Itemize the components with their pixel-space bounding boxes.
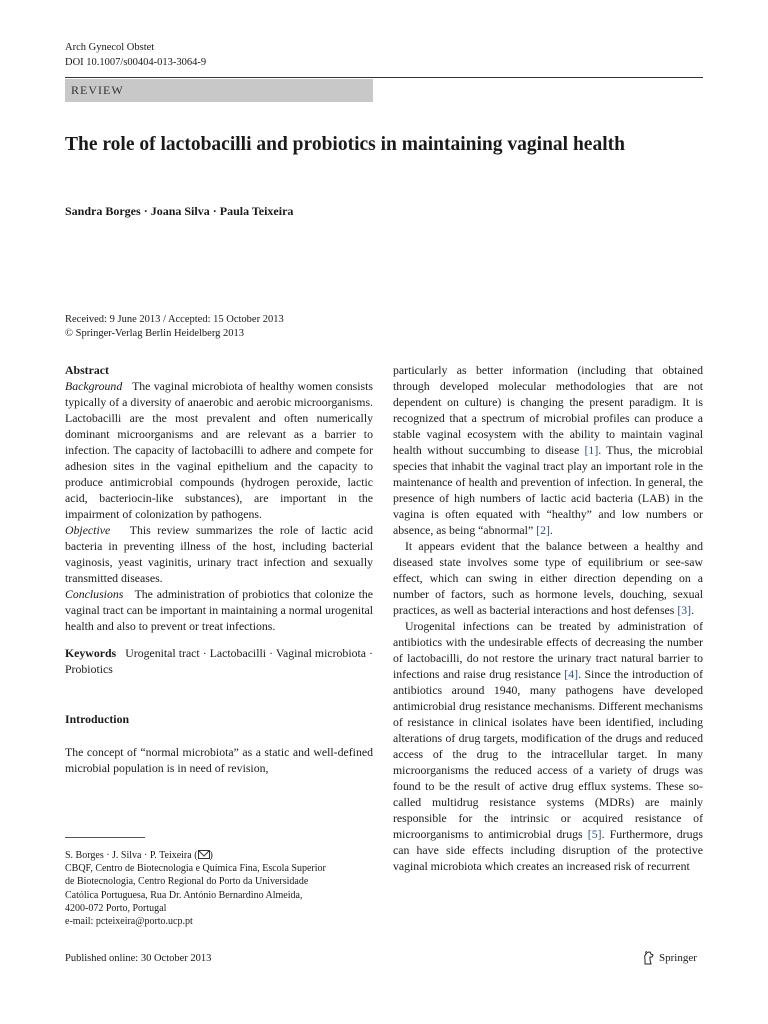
- paragraph-text: .: [691, 603, 695, 617]
- footnote-rule: [65, 837, 145, 838]
- publisher-logo: [642, 951, 697, 965]
- article-dates: [65, 313, 284, 341]
- affiliation-authors: [65, 849, 385, 862]
- author-separator: ·: [212, 204, 217, 218]
- paragraph-text: . Thus, the microbial species that inhabit the vaginal tract play an important role in the maintenance of health and prevention of infection. In general, the presence of high numbers of lactic acid bacteria (LAB) in the vagina is often equated with “healthy” and low numbers or absence, as being “abnormal”: [393, 443, 703, 537]
- paragraph: [393, 362, 703, 538]
- right-column: [393, 362, 703, 874]
- introduction-text: The concept of “normal microbiota” as a static and well-defined microbial population is in need of revision,: [65, 745, 373, 775]
- citation-link[interactable]: [3]: [677, 603, 692, 617]
- author-name: Sandra Borges: [65, 204, 141, 218]
- affiliation-names: S. Borges · J. Silva · P. Teixeira (: [65, 850, 198, 861]
- citation-link[interactable]: [4]: [564, 667, 579, 681]
- abstract-background: [65, 378, 373, 522]
- left-column: [65, 362, 373, 776]
- abstract-heading: Abstract: [65, 363, 109, 377]
- paragraph-text: . Since the introduction of antibiotics around 1940, many pathogens have developed antimicrobial drug resistance mechanisms. Different mechanisms of resistance in clinical isolates have been identified, including alterations of drug targets, modification of the drugs and reduced access of the drug to the intracellular target. In many microorganisms the reduced access of a variety of drugs was found to be the result of active drug efflux systems. These so-called multidrug resistance systems (MDRs) are mainly responsible for the intrinsic or acquired resistance of microorganisms to antimicrobial drugs: [393, 667, 703, 841]
- keywords: [65, 645, 373, 677]
- author-separator: ·: [143, 204, 148, 218]
- objective-text: This review summarizes the role of lactic acid bacteria in preventing illness of the host, including bacterial vaginosis, yeast vaginitis, urinary tract infection and sexually transmitted diseases.: [65, 523, 374, 585]
- abstract-conclusions: [65, 586, 373, 634]
- citation-link[interactable]: [2]: [536, 523, 550, 537]
- affiliation-line: de Biotecnologia, Centro Regional do Porto da Universidade: [65, 876, 309, 888]
- affiliation-names-close: ): [209, 850, 213, 861]
- publisher-name: Springer: [659, 952, 697, 964]
- paragraph-text: particularly as better information (including that obtained through developed molecular methodologies that are not dependent on culture) is changing the present paradigm. It is recognized that a spectrum of microbial profiles can produce a stable vaginal ecosystem with the ability to maintain vaginal health without succumbing to disease: [393, 363, 703, 457]
- received-accepted: Received: 9 June 2013 / Accepted: 15 October 2013: [65, 314, 284, 325]
- envelope-icon[interactable]: [198, 850, 210, 859]
- conclusions-text: The administration of probiotics that colonize the vaginal tract can be important in maintaining a normal urogenital health and also to prevent or treat infections.: [65, 587, 373, 633]
- author-name: Paula Teixeira: [219, 204, 294, 218]
- citation-link[interactable]: [5]: [587, 827, 602, 841]
- paragraph: [393, 618, 703, 874]
- author-name: Joana Silva: [150, 204, 210, 218]
- header-rule: [65, 77, 703, 78]
- background-text: The vaginal microbiota of healthy women consists typically of a diversity of anaerobic and aerobic microorganisms. Lactobacilli are the most prevalent and often numerically dominant microorganisms and are relevant as a barrier to infection. The capacity of lactobacilli to adhere and compete for adhesion sites in the vaginal epithelium and the capacity to produce antimicrobial compounds (hydrogen peroxide, lactic acid, bacteriocin-like substances), are important in the impairment of colonization by pathogens.: [65, 379, 373, 521]
- abstract-objective: [65, 522, 373, 586]
- objective-label: Objective: [65, 523, 111, 537]
- doi[interactable]: DOI 10.1007/s00404-013-3064-9: [65, 57, 207, 68]
- affiliation-line: Católica Portuguesa, Rua Dr. António Bernardino Almeida,: [65, 889, 303, 901]
- journal-name: Arch Gynecol Obstet: [65, 42, 155, 53]
- paragraph-text: .: [549, 523, 553, 537]
- springer-horse-icon: [642, 951, 655, 965]
- published-online: Published online: 30 October 2013: [65, 953, 212, 964]
- section-bar: [65, 79, 373, 102]
- paragraph: [393, 538, 703, 618]
- paragraph-text: Urogenital infections can be treated by administration of antibiotics with the undesirable effects of decreasing the number of lactobacilli, do not restore the urinary tract natural barrier to infections and raise drug resistance: [393, 619, 703, 681]
- paragraph-text: It appears evident that the balance between a healthy and diseased state involves some type of equilibrium or see-saw effect, which can swing in either direction depending on a number of factors, such as hormone levels, douching, sexual practices, as well as bacterial interactions and host defenses: [393, 539, 703, 617]
- affiliation-line: CBQF, Centro de Biotecnologia e Química Fina, Escola Superior: [65, 863, 326, 875]
- citation-link[interactable]: [1]: [584, 443, 599, 457]
- author-list: [65, 204, 293, 219]
- section-label: REVIEW: [71, 83, 124, 97]
- keywords-label: Keywords: [65, 646, 117, 660]
- journal-header: [65, 40, 206, 70]
- background-label: Background: [65, 379, 123, 393]
- article-title: The role of lactobacilli and probiotics in maintaining vaginal health: [65, 134, 625, 155]
- conclusions-label: Conclusions: [65, 587, 124, 601]
- copyright: © Springer-Verlag Berlin Heidelberg 2013: [65, 328, 245, 339]
- paragraph-text: . Furthermore, drugs can have side effects including disruption of the protective vaginal microbiota which creates an increased risk of recurrent: [393, 827, 703, 873]
- keywords-text: Urogenital tract · Lactobacilli · Vaginal microbiota · Probiotics: [65, 646, 373, 676]
- introduction-heading: Introduction: [65, 712, 130, 726]
- affiliation-email[interactable]: e-mail: pcteixeira@porto.ucp.pt: [65, 916, 193, 928]
- affiliation-footnote: [65, 849, 385, 928]
- affiliation-line: 4200-072 Porto, Portugal: [65, 902, 167, 914]
